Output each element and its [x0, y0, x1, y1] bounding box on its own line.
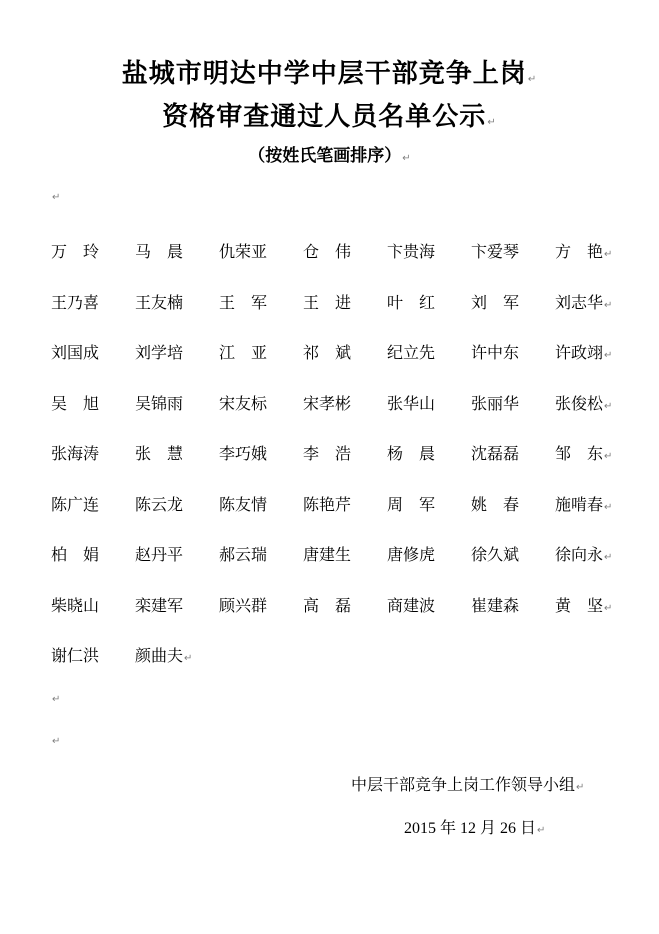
name-text: 郝云瑞: [219, 545, 268, 564]
name-entry: [135, 392, 183, 416]
name-entry: [219, 392, 267, 416]
name-text: 刘国成: [51, 343, 100, 362]
name-text: 张 慧: [135, 444, 184, 463]
name-text: 吴锦雨: [135, 393, 184, 413]
name-text: 宋友标: [219, 393, 268, 413]
name-text: 唐建生: [303, 545, 352, 564]
name-entry: [135, 644, 192, 671]
paragraph-mark-icon: ↵: [604, 350, 613, 361]
name-entry: [135, 341, 183, 365]
name-entry: [303, 493, 351, 517]
name-text: 柏 娟: [51, 545, 100, 564]
paragraph-mark-icon: ↵: [604, 451, 613, 462]
name-entry: [555, 291, 612, 318]
name-entry: [387, 543, 435, 567]
name-text: 仓 伟: [303, 242, 352, 261]
name-text: 唐修虎: [387, 545, 436, 564]
name-text: 仇荣亚: [219, 242, 268, 261]
name-row: [51, 240, 641, 291]
date-line: [404, 817, 545, 843]
name-text: 许政翊: [555, 343, 604, 362]
name-text: 纪立先: [387, 343, 436, 362]
name-entry: [219, 493, 267, 517]
name-text: 陈广连: [51, 494, 100, 514]
name-text: 柴晓山: [51, 595, 100, 615]
name-entry: [135, 594, 183, 618]
name-text: 谢仁洪: [51, 646, 100, 665]
name-text: 王乃喜: [51, 292, 100, 312]
name-text: 许中东: [471, 343, 520, 362]
name-text: 李 浩: [303, 444, 352, 463]
name-entry: [471, 543, 519, 567]
name-entry: [135, 291, 183, 315]
name-text: 马 晨: [135, 242, 184, 261]
name-entry: [51, 341, 99, 365]
name-entry: [471, 341, 519, 365]
paragraph-mark-icon: ↵: [576, 782, 585, 793]
name-text: 李巧娥: [219, 444, 268, 463]
name-entry: [387, 341, 435, 365]
name-text: 商建波: [387, 595, 436, 615]
name-entry: [555, 392, 612, 419]
name-text: 高 磊: [303, 595, 352, 615]
paragraph-mark-icon: ↵: [604, 400, 613, 412]
paragraph-mark-icon: ↵: [604, 249, 613, 260]
name-text: 祁 斌: [303, 343, 352, 362]
name-text: 卞贵海: [387, 242, 436, 261]
name-text: 顾兴群: [219, 595, 268, 615]
document-subtitle: [0, 144, 659, 171]
name-text: 刘 军: [471, 292, 520, 312]
name-text: 邹 东: [555, 444, 604, 463]
subtitle-text: （按姓氏笔画排序）: [248, 146, 402, 166]
name-text: 沈磊磊: [471, 444, 520, 463]
name-row: [51, 442, 641, 493]
name-entry: [555, 341, 612, 368]
name-entry: [135, 543, 183, 567]
name-entry: [219, 291, 267, 315]
name-text: 刘志华: [555, 292, 604, 312]
name-entry: [303, 341, 351, 365]
name-entry: [387, 291, 435, 315]
date-text: 2015 年 12 月 26 日: [404, 820, 537, 837]
signer-line: [351, 773, 584, 800]
document-title-line-2: [0, 101, 659, 139]
name-entry: [303, 392, 351, 416]
name-text: 万 玲: [51, 242, 100, 261]
name-text: 方 艳: [555, 242, 604, 261]
name-text: 颜曲夫: [135, 646, 184, 665]
name-entry: [555, 240, 612, 267]
document-title-line-1: [0, 58, 659, 96]
paragraph-mark-icon: ↵: [604, 299, 613, 311]
name-entry: [387, 442, 435, 466]
name-text: 周 军: [387, 494, 436, 514]
name-entry: [471, 442, 519, 466]
signer-text: 中层干部竞争上岗工作领导小组: [351, 775, 576, 794]
name-text: 刘学培: [135, 343, 184, 362]
paragraph-mark-icon: ↵: [537, 825, 546, 836]
name-text: 陈友情: [219, 494, 268, 514]
paragraph-mark-icon: ↵: [527, 74, 538, 85]
name-entry: [51, 392, 99, 416]
name-text: 陈艳芹: [303, 494, 352, 514]
name-text: 吴 旭: [51, 393, 100, 413]
name-row: [51, 644, 641, 695]
name-text: 赵丹平: [135, 545, 184, 564]
name-entry: [51, 493, 99, 517]
name-text: 叶 红: [387, 292, 436, 312]
paragraph-mark-icon: ↵: [604, 501, 613, 513]
name-text: 杨 晨: [387, 444, 436, 463]
name-text: 张俊松: [555, 393, 604, 413]
name-entry: [471, 594, 519, 618]
name-entry: [219, 543, 267, 567]
name-entry: [51, 291, 99, 315]
name-entry: [387, 240, 435, 264]
name-text: 黄 坚: [555, 595, 604, 615]
name-entry: [219, 341, 267, 365]
name-text: 张海涛: [51, 444, 100, 463]
name-entry: [51, 644, 99, 668]
name-entry: [303, 291, 351, 315]
name-entry: [51, 240, 99, 264]
name-entry: [555, 543, 612, 570]
name-row: [51, 392, 641, 443]
name-entry: [51, 442, 99, 466]
name-text: 王友楠: [135, 292, 184, 312]
name-text: 徐向永: [555, 545, 604, 564]
name-text: 陈云龙: [135, 494, 184, 514]
name-entry: [387, 392, 435, 416]
paragraph-mark-icon: ↵: [604, 552, 613, 563]
name-row: [51, 594, 641, 645]
paragraph-mark-icon: ↵: [402, 153, 411, 164]
name-entry: [219, 442, 267, 466]
name-text: 张丽华: [471, 393, 520, 413]
name-entry: [387, 493, 435, 517]
name-entry: [135, 493, 183, 517]
paragraph-mark-icon: ↵: [52, 694, 61, 705]
paragraph-mark-icon: ↵: [52, 736, 61, 747]
name-entry: [303, 442, 351, 466]
name-row: [51, 341, 641, 392]
name-entry: [135, 240, 183, 264]
name-text: 崔建森: [471, 595, 520, 615]
name-entry: [471, 291, 519, 315]
name-text: 徐久斌: [471, 545, 520, 564]
name-entry: [303, 240, 351, 264]
name-entry: [303, 594, 351, 618]
name-text: 江 亚: [219, 343, 268, 362]
name-entry: [387, 594, 435, 618]
name-text: 栾建军: [135, 595, 184, 615]
name-text: 宋孝彬: [303, 393, 352, 413]
name-row: [51, 291, 641, 342]
name-entry: [471, 392, 519, 416]
paragraph-mark-icon: ↵: [604, 602, 613, 614]
name-entry: [303, 543, 351, 567]
name-text: 张华山: [387, 393, 436, 413]
name-entry: [471, 240, 519, 264]
paragraph-mark-icon: ↵: [487, 117, 497, 128]
name-entry: [471, 493, 519, 517]
name-text: 卞爱琴: [471, 242, 520, 261]
name-entry: [555, 493, 612, 520]
name-text: 施啃春: [555, 494, 604, 514]
paragraph-mark-icon: ↵: [184, 653, 193, 664]
name-entry: [135, 442, 183, 466]
name-entry: [219, 594, 267, 618]
name-text: 姚 春: [471, 494, 520, 514]
name-entry: [555, 442, 612, 469]
name-row: [51, 493, 641, 544]
name-entry: [555, 594, 612, 621]
name-entry: [51, 543, 99, 567]
title-line-1-text: 盐城市明达中学中层干部竞争上岗: [121, 59, 527, 89]
title-line-2-text: 资格审查通过人员名单公示: [162, 102, 487, 132]
name-row: [51, 543, 641, 594]
name-entry: [219, 240, 267, 264]
name-text: 王 进: [303, 292, 352, 312]
name-entry: [51, 594, 99, 618]
name-text: 王 军: [219, 292, 268, 312]
name-list: [51, 240, 641, 695]
paragraph-mark-icon: ↵: [52, 192, 61, 203]
